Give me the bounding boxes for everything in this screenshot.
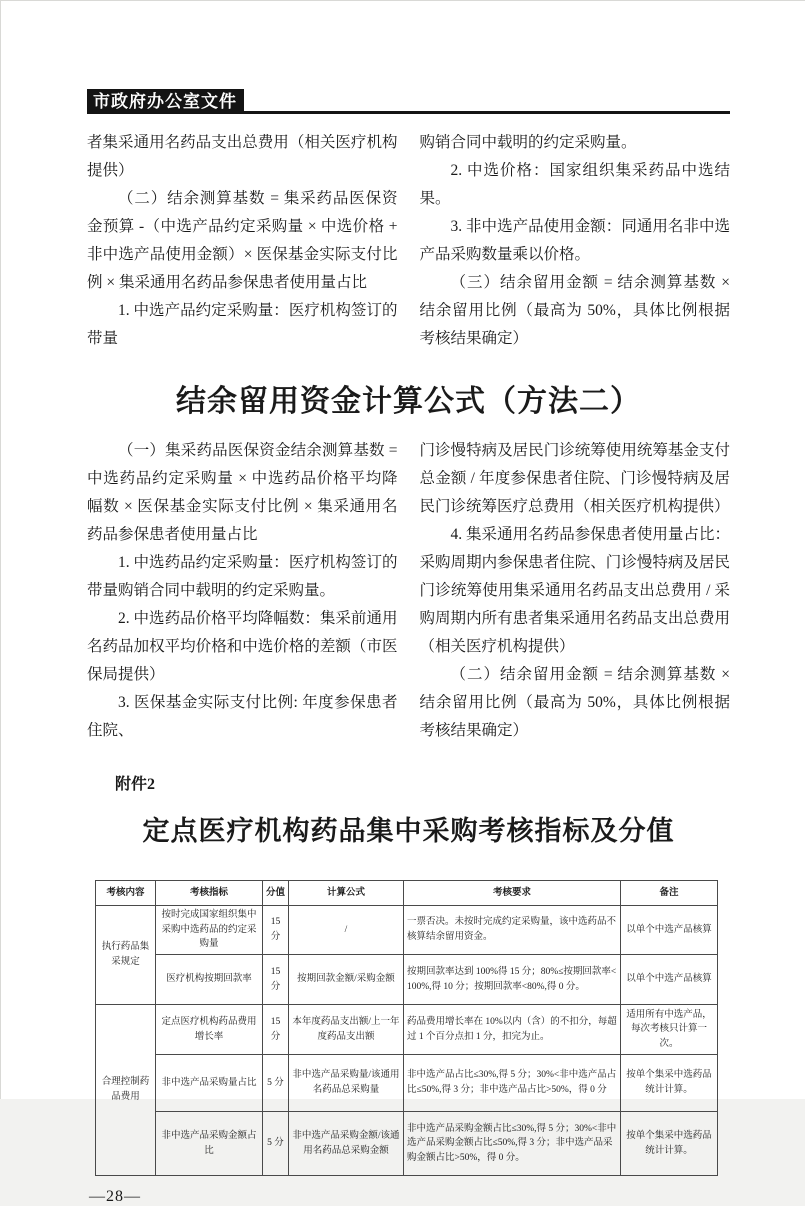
paragraph: 购销合同中载明的约定采购量。 xyxy=(419,134,637,151)
attachment-label: 附件2 xyxy=(115,776,156,793)
method-two-title: 结余留用资金计算公式（方法二） xyxy=(176,385,641,418)
header-cell: 分值 xyxy=(263,881,289,906)
method-two-section xyxy=(87,437,730,745)
table-row xyxy=(96,906,718,955)
note-cell: 按单个集采中选药品统计计算。 xyxy=(621,1055,718,1112)
header-cell: 计算公式 xyxy=(289,881,404,906)
header-badge: 市政府办公室文件 xyxy=(87,89,244,114)
paragraph: 1. 中选药品约定采购量：医疗机构签订的带量购销合同中载明的约定采购量。 xyxy=(87,554,398,599)
page-number: —28— xyxy=(89,1188,141,1206)
table-row xyxy=(96,1055,718,1112)
paragraph: 1. 中选产品约定采购量：医疗机构签订的带量 xyxy=(87,302,398,347)
formula-cell: 非中选产品采购量/该通用名药品总采购量 xyxy=(289,1055,404,1112)
note-cell: 适用所有中选产品，每次考核只计算一次。 xyxy=(621,1005,718,1055)
note-cell: 以单个中选产品核算 xyxy=(621,955,718,1005)
header-cell: 备注 xyxy=(621,881,718,906)
header-cell: 考核内容 xyxy=(96,881,156,906)
kpi-table xyxy=(95,880,718,1176)
formula-cell: / xyxy=(289,906,404,955)
score-cell: 15 分 xyxy=(263,906,289,955)
paragraph: 门诊慢特病及居民门诊统筹使用统筹基金支付总金额 / 年度参保患者住院、门诊慢特病及居民门诊统筹医疗总费用（相关医疗机构提供） xyxy=(419,442,730,515)
paragraph: （二）结余测算基数 = 集采药品医保资金预算 -（中选产品约定采购量 × 中选价格 + 非中选产品使用金额）× 医保基金实际支付比例 × 集采通用名药品参保患者使用量占比 xyxy=(87,190,398,291)
indicator-cell: 非中选产品采购量占比 xyxy=(156,1055,263,1112)
paragraph: 4. 集采通用名药品参保患者使用量占比：采购周期内参保患者住院、门诊慢特病及居民门诊统筹使用集采通用名药品支出总费用 / 采购周期内所有患者集采通用名药品支出总费用（相关医疗机构提供） xyxy=(419,526,730,655)
table-row xyxy=(96,955,718,1005)
indicator-cell: 定点医疗机构药品费用增长率 xyxy=(156,1005,263,1055)
indicator-cell: 非中选产品采购金额占比 xyxy=(156,1112,263,1176)
right-column xyxy=(420,129,731,353)
requirement-cell: 非中选产品占比≤30%,得 5 分；30%<非中选产品占比≤50%,得 3 分；非中选产品占比>50%，得 0 分 xyxy=(404,1055,621,1112)
header-row xyxy=(96,881,718,906)
formula-cell: 非中选产品采购金额/该通用名药品总采购金额 xyxy=(289,1112,404,1176)
left-column xyxy=(87,437,398,745)
requirement-cell: 按期回款率达到 100%得 15 分；80%≤按期回款率<100%,得 10 分；按期回款率<80%,得 0 分。 xyxy=(404,955,621,1005)
note-cell: 按单个集采中选药品统计计算。 xyxy=(621,1112,718,1176)
left-column xyxy=(87,129,398,353)
formula-cell: 本年度药品支出额/上一年度药品支出额 xyxy=(289,1005,404,1055)
indicator-cell: 医疗机构按期回款率 xyxy=(156,955,263,1005)
paragraph: （三）结余留用金额 = 结余测算基数 × 结余留用比例（最高为 50%，具体比例根据考核结果确定） xyxy=(419,274,730,347)
group-cell: 执行药品集采规定 xyxy=(96,906,156,1005)
paragraph: （二）结余留用金额 = 结余测算基数 × 结余留用比例（最高为 50%，具体比例根据考核结果确定） xyxy=(419,666,730,739)
kpi-table-header xyxy=(96,881,718,906)
paragraph: （一）集采药品医保资金结余测算基数 = 中选药品约定采购量 × 中选药品价格平均降幅数 × 医保基金实际支付比例 × 集采通用名药品参保患者使用量占比 xyxy=(87,442,398,543)
score-cell: 5 分 xyxy=(263,1112,289,1176)
header-rule xyxy=(244,111,730,114)
method-one-continued-section xyxy=(87,129,730,353)
indicator-cell: 按时完成国家组织集中采购中选药品的约定采购量 xyxy=(156,906,263,955)
paragraph: 2. 中选价格：国家组织集采药品中选结果。 xyxy=(419,162,730,207)
score-cell: 15 分 xyxy=(263,1005,289,1055)
score-cell: 5 分 xyxy=(263,1055,289,1112)
paragraph: 3. 医保基金实际支付比例: 年度参保患者住院、 xyxy=(87,694,398,739)
paragraph: 2. 中选药品价格平均降幅数：集采前通用名药品加权平均价格和中选价格的差额（市医保局提供） xyxy=(87,610,398,683)
header-cell: 考核要求 xyxy=(404,881,621,906)
score-cell: 15 分 xyxy=(263,955,289,1005)
formula-cell: 按期回款金额/采购金额 xyxy=(289,955,404,1005)
right-column xyxy=(420,437,731,745)
paragraph: 者集采通用名药品支出总费用（相关医疗机构提供） xyxy=(87,134,398,179)
requirement-cell: 非中选产品采购金额占比≤30%,得 5 分；30%<非中选产品采购金额占比≤50%,得 3 分；非中选产品采购金额占比>50%，得 0 分。 xyxy=(404,1112,621,1176)
table-row xyxy=(96,1005,718,1055)
note-cell: 以单个中选产品核算 xyxy=(621,906,718,955)
header-cell: 考核指标 xyxy=(156,881,263,906)
paragraph: 3. 非中选产品使用金额：同通用名非中选产品采购数量乘以价格。 xyxy=(419,218,730,263)
requirement-cell: 药品费用增长率在 10%以内（含）的不扣分，每超过 1 个百分点扣 1 分，扣完为止。 xyxy=(404,1005,621,1055)
kpi-table-title: 定点医疗机构药品集中采购考核指标及分值 xyxy=(142,816,675,846)
group-cell: 合理控制药品费用 xyxy=(96,1005,156,1176)
table-row xyxy=(96,1112,718,1176)
requirement-cell: 一票否决。未按时完成约定采购量，该中选药品不核算结余留用资金。 xyxy=(404,906,621,955)
document-header xyxy=(87,89,730,114)
